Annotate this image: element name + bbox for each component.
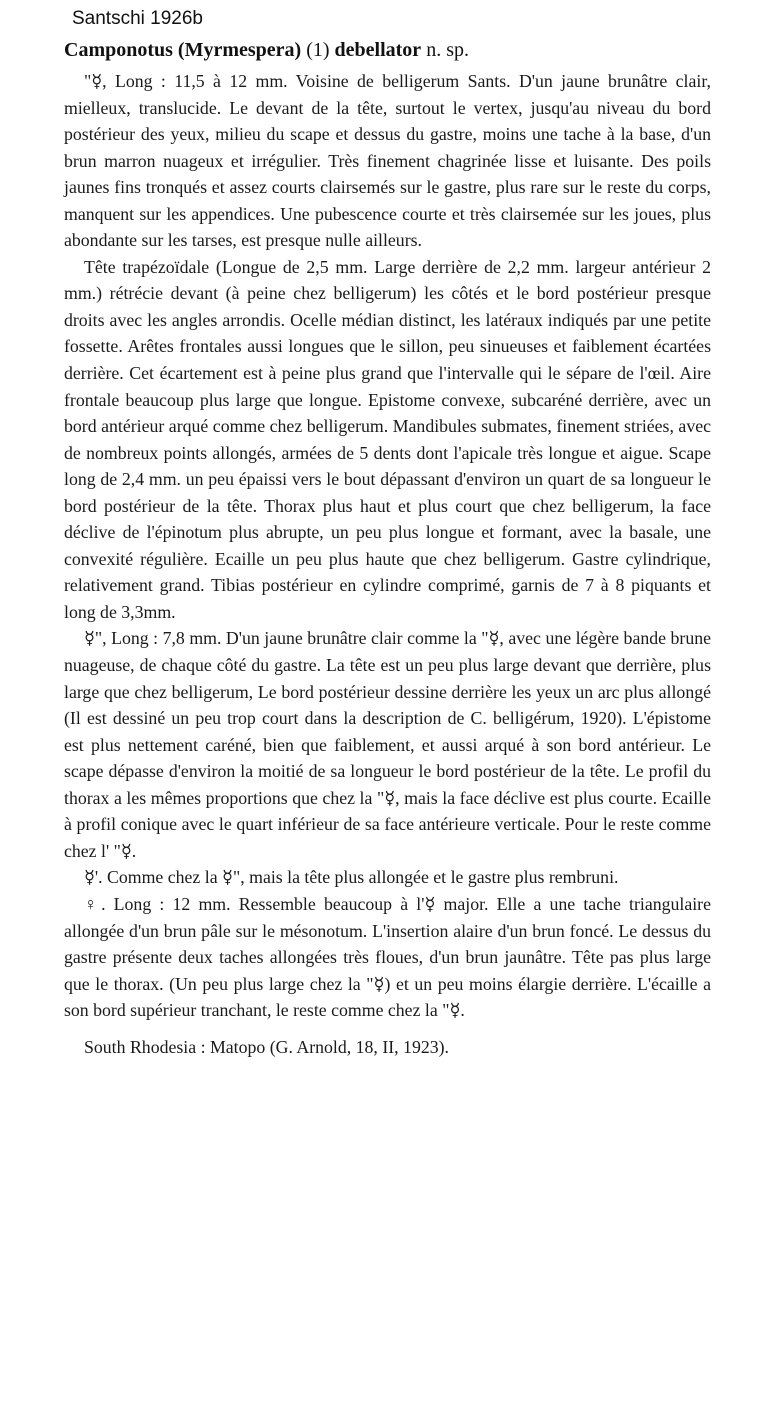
species-name: debellator xyxy=(334,39,422,61)
paragraph-media-worker: ☿", Long : 7,8 mm. D'un jaune brunâtre clair comme la "☿, avec une légère bande brune nuageuse, de chaque côté du gastre. La tête est un peu plus large devant que derrière, plus large que chez belligerum, Le bord postérieur dessine derrière les yeux un arc plus allongé (Il est dessiné un peu trop court dans la description de C. belligérum, 1920). L'épistome est plus nettement caréné, bien que faiblement, et aussi arqué à son bord antérieur. Le scape dépasse d'environ la moitié de sa longueur le bord postérieur de la tête. Le profil du thorax a les mêmes proportions que chez la "☿, mais la face déclive est plus courte. Ecaille à profil conique avec le quart inférieur de sa face antérieure verticale. Pour le reste comme chez l' "☿. xyxy=(64,628,711,861)
paragraph-female: ♀. Long : 12 mm. Ressemble beaucoup à l'☿ major. Elle a une tache triangulaire allongée d'un brun pâle sur le mésonotum. L'insertion alaire d'un brun foncé. Le dessus du gastre présente deux taches allongées très floues, d'un brun jaunâtre. Tête pas plus large que le thorax. (Un peu plus large chez la "☿) et un peu moins élargie derrière. L'écaille a son bord supérieur tranchant, le reste comme chez la "☿. xyxy=(64,893,711,1021)
paragraph-minor-worker: ☿'. Comme chez la ☿", mais la tête plus allongée et le gastre plus rembruni. xyxy=(84,867,619,888)
citation-label: Santschi 1926b xyxy=(72,8,203,29)
locality-line: South Rhodesia : Matopo (G. Arnold, 18, II, 1923). xyxy=(84,1036,449,1057)
species-heading xyxy=(64,36,724,64)
subgenus-name: (Myrmespera) xyxy=(177,39,302,61)
paragraph-major-worker: "☿, Long : 11,5 à 12 mm. Voisine de belligerum Sants. D'un jaune brunâtre clair, mielleux, translucide. Le devant de la tête, surtout le vertex, jusqu'au niveau du bord postérieur des yeux, milieu du scape et dessus du gastre, moins une tache à la base, d'un brun marron nuageux et irrégulier. Très finement chagrinée lisse et luisante. Des poils jaunes fins tronqués et assez courts clairsemés sur le gastre, plus rare sur le reste du corps, manquent sur les appendices. Une pubescence courte et très clairsemée sur les joues, plus abondante sur les tarses, est presque nulle ailleurs. xyxy=(64,71,711,251)
genus-name: Camponotus xyxy=(64,39,173,61)
new-species-suffix: n. sp. xyxy=(426,39,469,61)
footnote-marker: (1) xyxy=(306,39,330,61)
paragraph-head-description: Tête trapézoïdale (Longue de 2,5 mm. Large derrière de 2,2 mm. largeur antérieur 2 mm.) rétrécie devant (à peine chez belligerum) les côtés et le bord postérieur presque droits avec les angles arrondis. Ocelle médian distinct, les latéraux indiqués par une petite fossette. Arêtes frontales aussi longues que le sillon, peu sinueuses et faiblement écartées derrière. Cet écartement est à peine plus grand que l'intervalle qui le sépare de l'œil. Aire frontale beaucoup plus large que longue. Epistome convexe, subcaréné derrière, avec un bord antérieur arqué comme chez belligerum. Mandibules submates, finement striées, avec de nombreux points allongés, armées de 5 dents dont l'apicale très longue et aigue. Scape long de 2,4 mm. un peu épaissi vers le bout dépassant d'environ un quart de sa longueur le bord postérieur de la tête. Thorax plus haut et plus court que chez belligerum, la face déclive de l'épinotum plus abrupte, un peu plus longue et formant, avec la basale, une convexité régulière. Ecaille un peu plus haute que chez belligerum. Gastre cylindrique, relativement grand. Tibias postérieur en cylindre comprimé, garnis de 7 à 8 piquants et long de 3,3mm. xyxy=(64,256,711,622)
description-body xyxy=(64,68,711,1060)
